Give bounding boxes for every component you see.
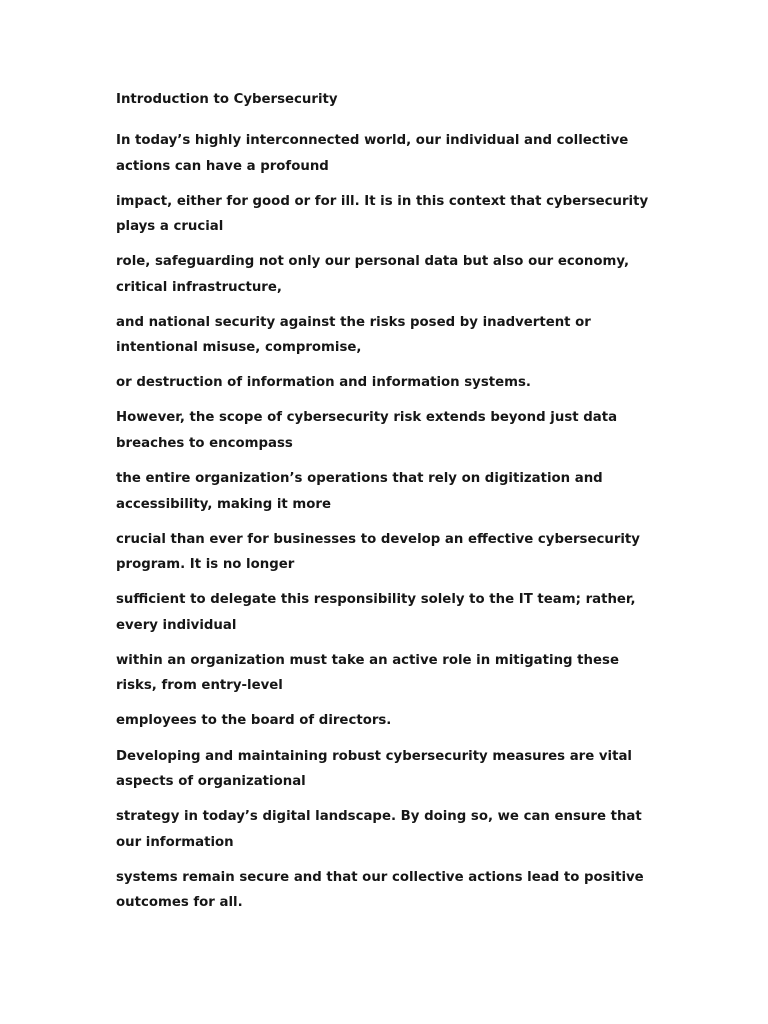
paragraph: crucial than ever for businesses to develop an effective cybersecurity program. It is no longer (116, 531, 640, 573)
paragraph: within an organization must take an active role in mitigating these risks, from entry-level (116, 652, 619, 694)
paragraph: However, the scope of cybersecurity risk extends beyond just data breaches to encompass (116, 410, 618, 451)
paragraph: strategy in today’s digital landscape. By doing so, we can ensure that our information (116, 809, 642, 850)
paragraph: systems remain secure and that our collective actions lead to positive outcomes for all. (116, 869, 644, 911)
paragraph: In today’s highly interconnected world, our individual and collective actions can have a profound (116, 133, 629, 174)
paragraph: sufficient to delegate this responsibility solely to the IT team; rather, every individual (116, 592, 636, 633)
paragraph: and national security against the risks posed by inadvertent or intentional misuse, compromise, (116, 314, 591, 356)
document-page (116, 90, 661, 925)
paragraph: impact, either for good or for ill. It is in this context that cybersecurity plays a crucial (116, 193, 649, 235)
paragraph: the entire organization’s operations that rely on digitization and accessibility, making it more (116, 471, 603, 512)
paragraph: employees to the board of directors. (116, 713, 392, 729)
paragraph: role, safeguarding not only our personal data but also our economy, critical infrastructure, (116, 254, 630, 295)
document-title: Introduction to Cybersecurity (116, 92, 338, 107)
paragraph: or destruction of information and information systems. (116, 375, 531, 391)
paragraph: Developing and maintaining robust cybersecurity measures are vital aspects of organizational (116, 748, 632, 790)
